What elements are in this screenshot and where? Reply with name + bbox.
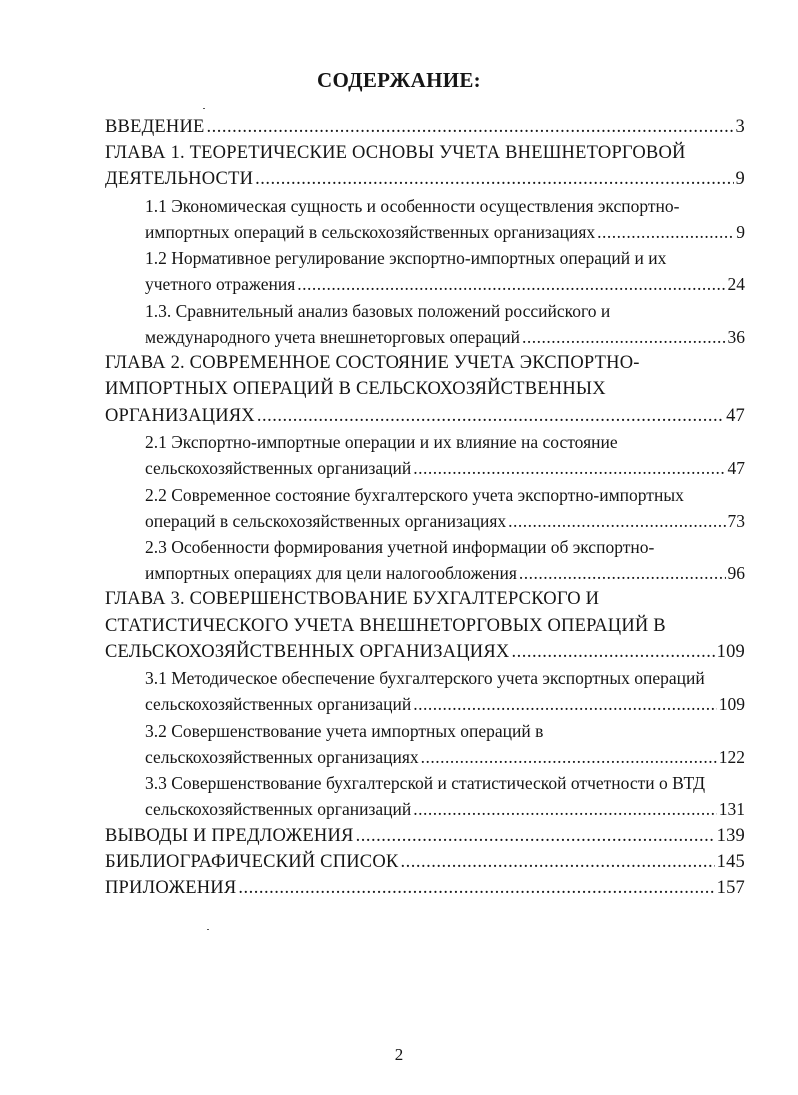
- toc-entry-title: сельскохозяйственных организаций: [145, 694, 412, 714]
- toc-section-3-2-line-2[interactable]: [145, 744, 745, 770]
- toc-entry-bibliography[interactable]: [105, 849, 745, 875]
- toc-page-number: 96: [727, 563, 745, 583]
- toc-page-number: 109: [718, 694, 745, 714]
- toc-leader-dots: [413, 691, 717, 717]
- toc-section-3-1-line-2[interactable]: [145, 691, 745, 717]
- toc-chapter-3-line-3[interactable]: [105, 639, 745, 665]
- toc-leader-dots: [413, 796, 717, 822]
- toc-page-number: 145: [716, 852, 745, 872]
- toc-chapter-3-line-2[interactable]: СТАТИСТИЧЕСКОГО УЧЕТА ВНЕШНЕТОРГОВЫХ ОПЕРАЦИЙ В: [105, 616, 666, 636]
- toc-page-number: 47: [727, 458, 745, 478]
- toc-section-3-2-line-1[interactable]: 3.2 Совершенствование учета импортных операций в: [145, 721, 544, 741]
- toc-section-2-2-line-1[interactable]: 2.2 Современное состояние бухгалтерского учета экспортно-импортных: [145, 485, 684, 505]
- toc-section-2-1-line-1[interactable]: 2.1 Экспортно-импортные операции и их влияние на состояние: [145, 432, 618, 452]
- toc-page-number: 47: [726, 406, 745, 426]
- toc-entry-title: импортных операций в сельскохозяйственных организациях: [145, 222, 596, 242]
- toc-section-1-1-line-1[interactable]: 1.1 Экономическая сущность и особенности осуществления экспортно-: [145, 196, 680, 216]
- toc-leader-dots: [255, 166, 733, 192]
- toc-entry-title: сельскохозяйственных организаций: [145, 799, 412, 819]
- toc-entry-title: ДЕЯТЕЛЬНОСТИ: [105, 169, 254, 189]
- toc-leader-dots: [207, 114, 734, 140]
- scan-speck: [207, 929, 209, 930]
- toc-entry-title: учетного отражения: [145, 274, 296, 294]
- toc-section-2-1-line-2[interactable]: [145, 455, 745, 481]
- toc-leader-dots: [597, 219, 734, 245]
- toc-leader-dots: [511, 639, 714, 665]
- toc-leader-dots: [297, 271, 725, 297]
- toc-leader-dots: [508, 508, 725, 534]
- toc-entry-title: ВВЕДЕНИЕ: [105, 117, 205, 137]
- toc-page-number: 9: [735, 169, 745, 189]
- toc-section-1-2-line-2[interactable]: [145, 271, 745, 297]
- toc-entry-title: БИБЛИОГРАФИЧЕСКИЙ СПИСОК: [105, 852, 399, 872]
- toc-entry-intro[interactable]: [105, 114, 745, 140]
- toc-leader-dots: [238, 875, 714, 901]
- toc-leader-dots: [522, 324, 726, 350]
- toc-section-2-2-line-2[interactable]: [145, 508, 745, 534]
- toc-chapter-1-line-1[interactable]: ГЛАВА 1. ТЕОРЕТИЧЕСКИЕ ОСНОВЫ УЧЕТА ВНЕШНЕТОРГОВОЙ: [105, 143, 686, 163]
- toc-page-number: 24: [727, 274, 745, 294]
- toc-chapter-1-line-2[interactable]: [105, 166, 745, 192]
- toc-page-number: 122: [718, 747, 745, 767]
- toc-section-3-3-line-1[interactable]: 3.3 Совершенствование бухгалтерской и статистической отчетности о ВТД: [145, 773, 706, 793]
- toc-section-2-3-line-2[interactable]: [145, 560, 745, 586]
- toc-leader-dots: [519, 560, 726, 586]
- toc-chapter-3-line-1[interactable]: ГЛАВА 3. СОВЕРШЕНСТВОВАНИЕ БУХГАЛТЕРСКОГО И: [105, 589, 600, 609]
- toc-leader-dots: [400, 849, 714, 875]
- toc-page-number: 3: [735, 117, 745, 137]
- toc-leader-dots: [413, 455, 725, 481]
- toc-page-number: 36: [727, 327, 745, 347]
- toc-entry-title: ОРГАНИЗАЦИЯХ: [105, 406, 255, 426]
- toc-page-number: 73: [727, 511, 745, 531]
- toc-leader-dots: [356, 823, 715, 849]
- toc-section-3-3-line-2[interactable]: [145, 796, 745, 822]
- toc-page-number: 157: [716, 878, 745, 898]
- toc-entry-title: сельскохозяйственных организациях: [145, 747, 419, 767]
- toc-entry-title: международного учета внешнеторговых операций: [145, 327, 520, 347]
- toc-entry-title: ВЫВОДЫ И ПРЕДЛОЖЕНИЯ: [105, 826, 354, 846]
- toc-entry-title: импортных операциях для цели налогообложения: [145, 563, 517, 583]
- toc-page-number: 139: [716, 826, 745, 846]
- toc-entry-appendices[interactable]: [105, 875, 745, 901]
- toc-section-3-1-line-1[interactable]: 3.1 Методическое обеспечение бухгалтерского учета экспортных операций: [145, 668, 705, 688]
- toc-entry-title: ПРИЛОЖЕНИЯ: [105, 878, 237, 898]
- toc-section-2-3-line-1[interactable]: 2.3 Особенности формирования учетной информации об экспортно-: [145, 537, 655, 557]
- toc-section-1-3-line-1[interactable]: 1.3. Сравнительный анализ базовых положений российского и: [145, 301, 611, 321]
- toc-chapter-2-line-2[interactable]: ИМПОРТНЫХ ОПЕРАЦИЙ В СЕЛЬСКОХОЗЯЙСТВЕННЫХ: [105, 379, 606, 399]
- toc-section-1-1-line-2[interactable]: [145, 219, 745, 245]
- toc-page-number: 9: [736, 222, 745, 242]
- toc-entry-conclusions[interactable]: [105, 823, 745, 849]
- page-title: СОДЕРЖАНИЕ:: [317, 68, 481, 92]
- toc-page-number: 109: [716, 642, 745, 662]
- page-number: 2: [394, 1045, 404, 1064]
- scan-speck: [203, 108, 205, 109]
- toc-leader-dots: [421, 744, 717, 770]
- toc-entry-title: СЕЛЬСКОХОЗЯЙСТВЕННЫХ ОРГАНИЗАЦИЯХ: [105, 642, 510, 662]
- toc-chapter-2-line-3[interactable]: [105, 403, 745, 429]
- toc-page-number: 131: [718, 799, 745, 819]
- toc-section-1-2-line-1[interactable]: 1.2 Нормативное регулирование экспортно-импортных операций и их: [145, 248, 667, 268]
- toc-section-1-3-line-2[interactable]: [145, 324, 745, 350]
- toc-chapter-2-line-1[interactable]: ГЛАВА 2. СОВРЕМЕННОЕ СОСТОЯНИЕ УЧЕТА ЭКСПОРТНО-: [105, 353, 640, 373]
- toc-leader-dots: [257, 403, 724, 429]
- toc-entry-title: сельскохозяйственных организаций: [145, 458, 412, 478]
- toc-entry-title: операций в сельскохозяйственных организациях: [145, 511, 507, 531]
